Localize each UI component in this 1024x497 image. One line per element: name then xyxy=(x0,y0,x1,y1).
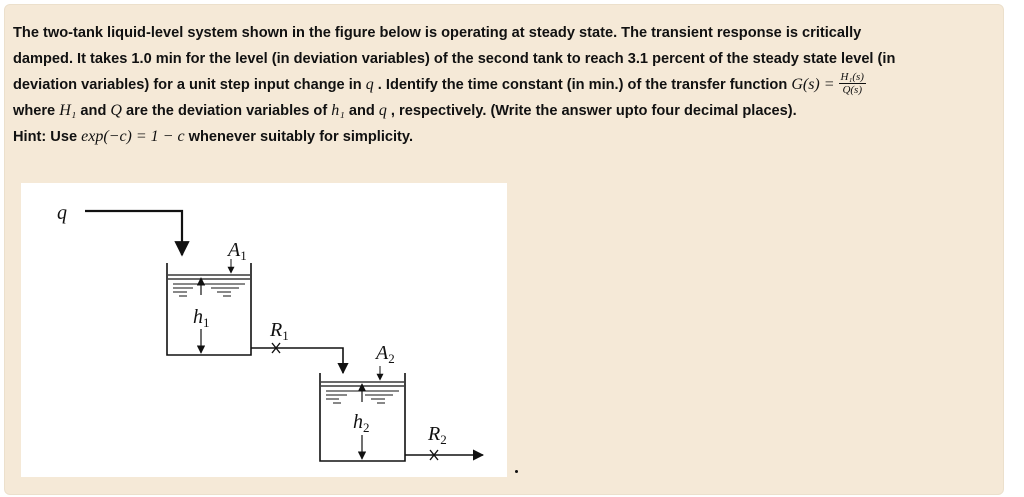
inflow-label: q xyxy=(57,202,67,224)
problem-line-4 xyxy=(13,98,1003,124)
problem-line-3 xyxy=(13,72,1003,98)
two-tank-diagram xyxy=(21,183,507,477)
math-q: q xyxy=(365,76,374,93)
hint-label: Hint: Use xyxy=(13,129,82,145)
area-2-label: $A_2$ xyxy=(376,342,395,366)
text-line-3a: deviation variables) for a unit step input change in xyxy=(13,77,366,93)
problem-statement xyxy=(13,20,1003,150)
tank-1-walls xyxy=(167,263,251,355)
problem-line-2 xyxy=(13,46,1003,72)
math-Q: Q xyxy=(110,102,122,119)
math-transfer-function: G(s) = xyxy=(791,76,835,93)
text-line-3b: . Identify the time constant (in min.) of the transfer function xyxy=(373,77,792,93)
math-H1: H₁ xyxy=(59,102,77,119)
text-line-1: The two-tank liquid-level system shown in the figure below is operating at steady state. The transient response is critically xyxy=(13,25,862,41)
resistance-2-label: $R_2$ xyxy=(428,423,447,447)
inflow-pipe xyxy=(85,211,182,255)
hint-math: exp(−c) = 1 − c xyxy=(81,128,185,145)
trailing-dot xyxy=(515,470,518,473)
text-line-4b: and xyxy=(76,103,111,119)
two-tank-svg xyxy=(21,183,507,477)
problem-line-1 xyxy=(13,20,1003,46)
fraction-numerator: H₁(s) xyxy=(840,70,864,83)
fraction-denominator: Q(s) xyxy=(842,83,863,96)
hint-line xyxy=(13,124,1003,150)
text-line-4e: , respectively. (Write the answer upto four decimal places). xyxy=(386,103,797,119)
tank-1-liquid-surface xyxy=(168,275,250,296)
text-line-4c: are the deviation variables of xyxy=(121,103,332,119)
math-q-2: q xyxy=(378,102,387,119)
text-line-4a: where xyxy=(13,103,60,119)
math-h1: h₁ xyxy=(331,102,345,119)
resistance-1-label: $R_1$ xyxy=(270,319,289,343)
hint-text: whenever suitably for simplicity. xyxy=(184,129,413,145)
connecting-pipe xyxy=(251,348,343,373)
level-1-label: $h_1$ xyxy=(193,306,210,330)
fraction-h1-over-q xyxy=(839,71,866,96)
text-line-4d: and xyxy=(344,103,379,119)
text-line-2: damped. It takes 1.0 min for the level (in deviation variables) of the second tank to reach 3.1 percent of the steady state level (in xyxy=(13,51,896,67)
level-2-label: $h_2$ xyxy=(353,411,370,435)
area-1-label: $A_1$ xyxy=(228,239,247,263)
